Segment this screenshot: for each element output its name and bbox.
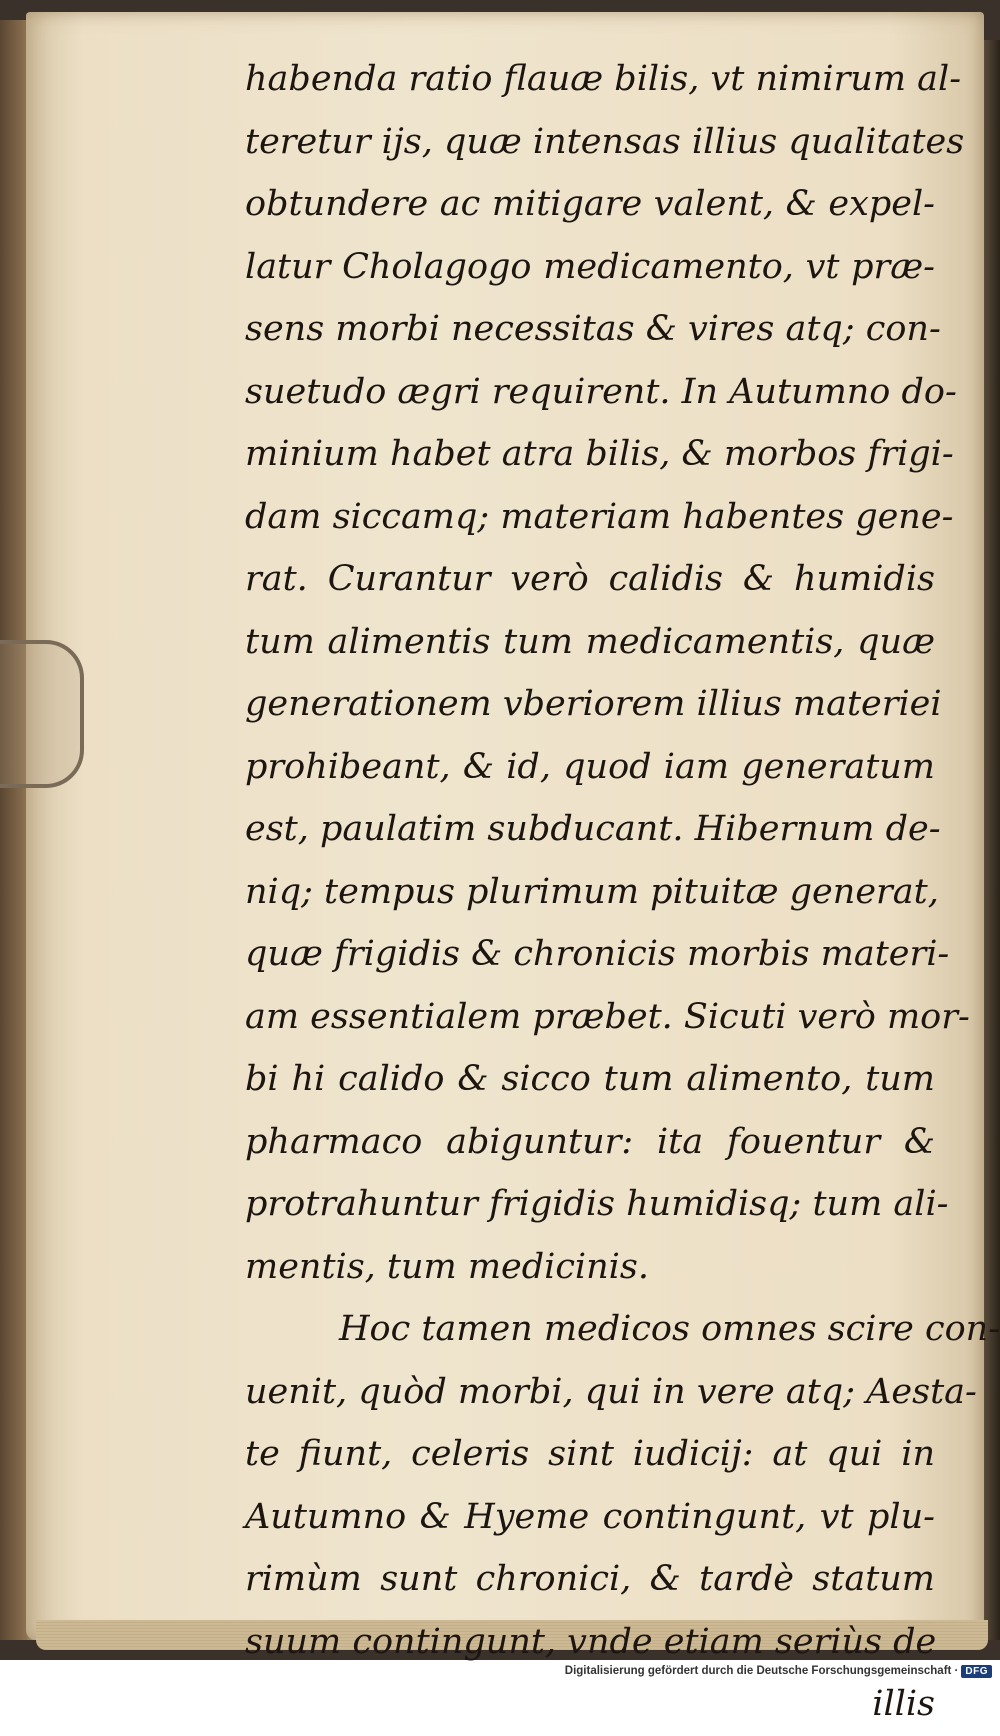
catchword: illis [872, 1684, 935, 1724]
credit-text: Digitalisierung gefördert durch die Deutsche Forschungsgemeinschaft · [564, 1665, 959, 1677]
text-line: est, paulatim subducant. Hibernum de- [245, 809, 941, 849]
text-line-paragraph-start: Hoc tamen medicos omnes scire con- [339, 1309, 1000, 1349]
text-line: dam siccamq; materiam habentes gene- [245, 496, 954, 537]
dfg-logo-icon: DFG [961, 1665, 992, 1678]
text-line: te fiunt, celeris sint iudicij: at qui in [245, 1434, 935, 1474]
text-line: bi hi calido & sicco tum alimento, tum [245, 1059, 935, 1099]
text-line: obtundere ac mitigare valent, & expel- [245, 184, 935, 224]
text-line: suetudo ægri requirent. In Autumno do- [245, 371, 957, 412]
text-line: rimùm sunt chronici, & tardè statum [245, 1559, 935, 1599]
text-line: niq; tempus plurimum pituitæ generat, [245, 871, 939, 912]
text-line: prohibeant, & id, quod iam generatum [245, 746, 935, 787]
text-line: Autumno & Hyeme contingunt, vt plu- [245, 1496, 935, 1537]
page-clip-icon [0, 640, 84, 788]
text-line: teretur ijs, quæ intensas illius qualitates [245, 121, 965, 162]
text-line: suum contingunt, vnde etiam seriùs de [245, 1621, 937, 1662]
text-line: latur Cholagogo medicamento, vt præ- [245, 246, 935, 287]
text-line: mentis, tum medicinis. [245, 1246, 649, 1287]
text-line: sens morbi necessitas & vires atq; con- [245, 309, 941, 349]
text-line: tum alimentis tum medicamentis, quæ [245, 621, 935, 662]
text-line: rat. Curantur verò calidis & humidis [245, 559, 935, 599]
text-line: quæ frigidis & chronicis morbis materi- [245, 934, 950, 974]
text-line: minium habet atra bilis, & morbos frigi- [245, 434, 954, 474]
text-line: pharmaco abiguntur: ita fouentur & [245, 1121, 935, 1162]
digitization-credit [565, 1665, 992, 1678]
text-line: generationem vberiorem illius materiei [245, 684, 942, 724]
text-line: am essentialem præbet. Sicuti verò mor- [245, 996, 970, 1037]
text-line: habenda ratio flauæ bilis, vt nimirum al- [245, 59, 962, 99]
text-line: uenit, quòd morbi, qui in vere atq; Aesta- [245, 1371, 977, 1412]
text-line: protrahuntur frigidis humidisq; tum ali- [245, 1184, 949, 1224]
